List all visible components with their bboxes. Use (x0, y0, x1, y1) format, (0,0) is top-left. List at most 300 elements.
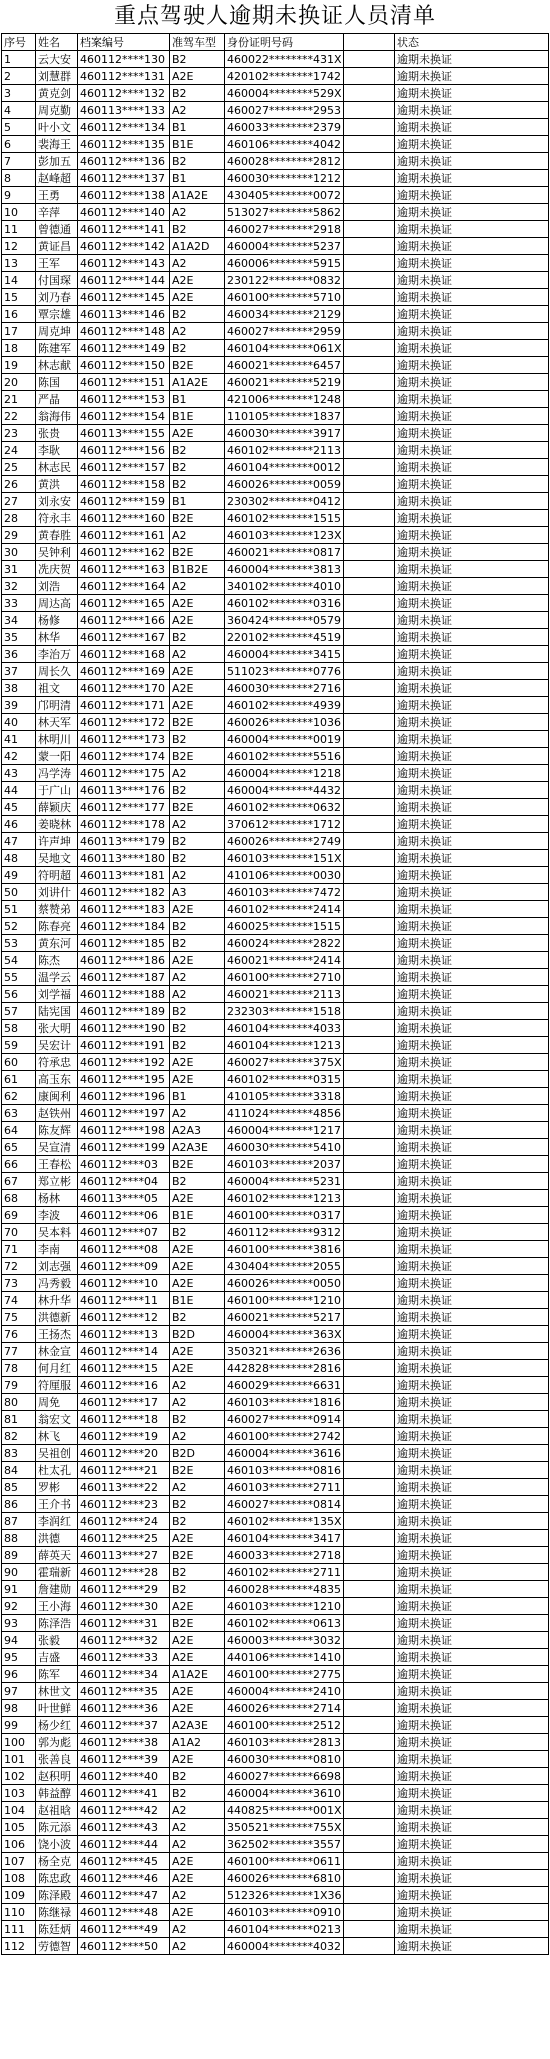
license-class: A2 (170, 765, 225, 782)
id-number: 460104********061X (225, 340, 344, 357)
empty-cell (344, 1105, 395, 1122)
status: 逾期未换证 (395, 1598, 549, 1615)
license-class: B2 (170, 1411, 225, 1428)
id-number: 442828********2816 (225, 1360, 344, 1377)
column-header: 姓名 (36, 34, 78, 51)
table-row (2, 136, 549, 153)
empty-cell (344, 544, 395, 561)
status: 逾期未换证 (395, 1037, 549, 1054)
file-number: 460112****28 (78, 1564, 170, 1581)
status: 逾期未换证 (395, 918, 549, 935)
table-row (2, 986, 549, 1003)
license-class: B2 (170, 85, 225, 102)
license-class: B2E (170, 1547, 225, 1564)
row-number: 72 (2, 1258, 36, 1275)
file-number: 460112****21 (78, 1462, 170, 1479)
status: 逾期未换证 (395, 1751, 549, 1768)
license-class: B2 (170, 340, 225, 357)
person-name: 陈继禄 (36, 1904, 78, 1921)
status: 逾期未换证 (395, 1870, 549, 1887)
row-number: 8 (2, 170, 36, 187)
status: 逾期未换证 (395, 1241, 549, 1258)
table-row (2, 663, 549, 680)
id-number: 460004********529X (225, 85, 344, 102)
person-name: 陈友辉 (36, 1122, 78, 1139)
license-class: A2 (170, 578, 225, 595)
file-number: 460112****31 (78, 1615, 170, 1632)
file-number: 460112****131 (78, 68, 170, 85)
id-number: 460026********0050 (225, 1275, 344, 1292)
license-class: B2D (170, 1326, 225, 1343)
table-row (2, 714, 549, 731)
person-name: 刘学福 (36, 986, 78, 1003)
id-number: 460004********1217 (225, 1122, 344, 1139)
table-row (2, 1853, 549, 1870)
person-name: 郭为彪 (36, 1734, 78, 1751)
id-number: 460022********431X (225, 51, 344, 68)
row-number: 52 (2, 918, 36, 935)
license-class: B2 (170, 1309, 225, 1326)
license-class: A2E (170, 272, 225, 289)
empty-cell (344, 153, 395, 170)
license-class: B2E (170, 357, 225, 374)
empty-cell (344, 1751, 395, 1768)
empty-cell (344, 1887, 395, 1904)
status: 逾期未换证 (395, 1309, 549, 1326)
id-number: 360424********0579 (225, 612, 344, 629)
empty-cell (344, 1479, 395, 1496)
empty-cell (344, 1785, 395, 1802)
table-row (2, 1343, 549, 1360)
status: 逾期未换证 (395, 1258, 549, 1275)
person-name: 刘浩 (36, 578, 78, 595)
status: 逾期未换证 (395, 1088, 549, 1105)
empty-cell (344, 1530, 395, 1547)
person-name: 陈廷炳 (36, 1921, 78, 1938)
file-number: 460112****10 (78, 1275, 170, 1292)
file-number: 460112****44 (78, 1836, 170, 1853)
file-number: 460112****12 (78, 1309, 170, 1326)
license-class: B2E (170, 544, 225, 561)
empty-cell (344, 697, 395, 714)
license-class: B1 (170, 1088, 225, 1105)
file-number: 460112****173 (78, 731, 170, 748)
file-number: 460112****144 (78, 272, 170, 289)
license-class: A2E (170, 68, 225, 85)
license-class: B1E (170, 136, 225, 153)
table-row (2, 1207, 549, 1224)
person-name: 林志献 (36, 357, 78, 374)
table-row (2, 1088, 549, 1105)
table-row (2, 255, 549, 272)
person-name: 周免 (36, 1394, 78, 1411)
person-name: 冼庆贺 (36, 561, 78, 578)
id-number: 460033********2718 (225, 1547, 344, 1564)
empty-cell (344, 340, 395, 357)
table-row (2, 493, 549, 510)
row-number: 1 (2, 51, 36, 68)
status: 逾期未换证 (395, 1887, 549, 1904)
status: 逾期未换证 (395, 51, 549, 68)
status: 逾期未换证 (395, 1921, 549, 1938)
status: 逾期未换证 (395, 1717, 549, 1734)
empty-cell (344, 1853, 395, 1870)
status: 逾期未换证 (395, 782, 549, 799)
row-number: 14 (2, 272, 36, 289)
empty-cell (344, 1258, 395, 1275)
person-name: 于广山 (36, 782, 78, 799)
file-number: 460112****149 (78, 340, 170, 357)
table-row (2, 102, 549, 119)
status: 逾期未换证 (395, 272, 549, 289)
file-number: 460112****151 (78, 374, 170, 391)
id-number: 460034********2129 (225, 306, 344, 323)
row-number: 29 (2, 527, 36, 544)
row-number: 11 (2, 221, 36, 238)
person-name: 赵祖晗 (36, 1802, 78, 1819)
empty-cell (344, 867, 395, 884)
license-class: B2 (170, 935, 225, 952)
license-class: A2 (170, 867, 225, 884)
person-name: 蔡赞弟 (36, 901, 78, 918)
table-row (2, 782, 549, 799)
empty-cell (344, 1394, 395, 1411)
table-row (2, 1547, 549, 1564)
row-number: 55 (2, 969, 36, 986)
person-name: 高玉东 (36, 1071, 78, 1088)
table-row (2, 153, 549, 170)
file-number: 460112****153 (78, 391, 170, 408)
table-row (2, 1921, 549, 1938)
file-number: 460112****161 (78, 527, 170, 544)
table-row (2, 867, 549, 884)
person-name: 林飞 (36, 1428, 78, 1445)
status: 逾期未换证 (395, 153, 549, 170)
table-row (2, 51, 549, 68)
file-number: 460112****37 (78, 1717, 170, 1734)
file-number: 460112****170 (78, 680, 170, 697)
id-number: 460102********5516 (225, 748, 344, 765)
table-row (2, 238, 549, 255)
license-class: B2E (170, 799, 225, 816)
row-number: 37 (2, 663, 36, 680)
license-class: B2E (170, 1615, 225, 1632)
license-class: A2E (170, 1751, 225, 1768)
person-name: 陈忠政 (36, 1870, 78, 1887)
file-number: 460112****183 (78, 901, 170, 918)
row-number: 83 (2, 1445, 36, 1462)
license-class: A2E (170, 1530, 225, 1547)
person-name: 符厘服 (36, 1377, 78, 1394)
status: 逾期未换证 (395, 1496, 549, 1513)
license-class: A2E (170, 1683, 225, 1700)
column-header (344, 34, 395, 51)
id-number: 460021********2113 (225, 986, 344, 1003)
id-number: 460102********0316 (225, 595, 344, 612)
table-row (2, 1717, 549, 1734)
status: 逾期未换证 (395, 1530, 549, 1547)
id-number: 460103********2037 (225, 1156, 344, 1173)
id-number: 460027********6698 (225, 1768, 344, 1785)
person-name: 李治万 (36, 646, 78, 663)
empty-cell (344, 1700, 395, 1717)
table-row (2, 1496, 549, 1513)
table-row (2, 1564, 549, 1581)
license-class: B2 (170, 1768, 225, 1785)
empty-cell (344, 204, 395, 221)
row-number: 65 (2, 1139, 36, 1156)
id-number: 460103********2711 (225, 1479, 344, 1496)
empty-cell (344, 102, 395, 119)
table-row (2, 1071, 549, 1088)
person-name: 冯学涛 (36, 765, 78, 782)
person-name: 吴钟利 (36, 544, 78, 561)
license-class: A2 (170, 1802, 225, 1819)
row-number: 44 (2, 782, 36, 799)
file-number: 460113****27 (78, 1547, 170, 1564)
file-number: 460112****168 (78, 646, 170, 663)
person-name: 刘志强 (36, 1258, 78, 1275)
empty-cell (344, 170, 395, 187)
status: 逾期未换证 (395, 221, 549, 238)
person-name: 陈建军 (36, 340, 78, 357)
status: 逾期未换证 (395, 969, 549, 986)
empty-cell (344, 357, 395, 374)
file-number: 460112****197 (78, 1105, 170, 1122)
person-name: 洪德新 (36, 1309, 78, 1326)
file-number: 460112****145 (78, 289, 170, 306)
row-number: 16 (2, 306, 36, 323)
person-name: 罗彬 (36, 1479, 78, 1496)
id-number: 513027********5862 (225, 204, 344, 221)
id-number: 460026********0059 (225, 476, 344, 493)
row-number: 56 (2, 986, 36, 1003)
row-number: 99 (2, 1717, 36, 1734)
status: 逾期未换证 (395, 595, 549, 612)
person-name: 饶小波 (36, 1836, 78, 1853)
file-number: 460113****179 (78, 833, 170, 850)
row-number: 4 (2, 102, 36, 119)
license-class: A2E (170, 1275, 225, 1292)
person-name: 林天军 (36, 714, 78, 731)
row-number: 18 (2, 340, 36, 357)
id-number: 460026********2749 (225, 833, 344, 850)
table-row (2, 952, 549, 969)
status: 逾期未换证 (395, 1190, 549, 1207)
id-number: 460030********3917 (225, 425, 344, 442)
status: 逾期未换证 (395, 799, 549, 816)
license-class: B2 (170, 1564, 225, 1581)
row-number: 66 (2, 1156, 36, 1173)
table-row (2, 357, 549, 374)
file-number: 460112****49 (78, 1921, 170, 1938)
file-number: 460112****195 (78, 1071, 170, 1088)
table-row (2, 1445, 549, 1462)
license-class: B2 (170, 918, 225, 935)
person-name: 郑立彬 (36, 1173, 78, 1190)
row-number: 25 (2, 459, 36, 476)
table-row (2, 1105, 549, 1122)
person-name: 符明超 (36, 867, 78, 884)
file-number: 460112****178 (78, 816, 170, 833)
license-class: B2E (170, 714, 225, 731)
table-row (2, 1751, 549, 1768)
status: 逾期未换证 (395, 289, 549, 306)
table-row (2, 1054, 549, 1071)
license-class: A2E (170, 1258, 225, 1275)
empty-cell (344, 1173, 395, 1190)
file-number: 460112****15 (78, 1360, 170, 1377)
id-number: 460102********0613 (225, 1615, 344, 1632)
status: 逾期未换证 (395, 1411, 549, 1428)
file-number: 460112****36 (78, 1700, 170, 1717)
file-number: 460112****11 (78, 1292, 170, 1309)
row-number: 22 (2, 408, 36, 425)
id-number: 460004********3813 (225, 561, 344, 578)
id-number: 460021********5219 (225, 374, 344, 391)
empty-cell (344, 272, 395, 289)
person-name: 祖文 (36, 680, 78, 697)
person-name: 赵铁州 (36, 1105, 78, 1122)
license-class: A2E (170, 952, 225, 969)
table-row (2, 391, 549, 408)
empty-cell (344, 1326, 395, 1343)
license-class: A2E (170, 1700, 225, 1717)
row-number: 96 (2, 1666, 36, 1683)
table-row (2, 884, 549, 901)
empty-cell (344, 391, 395, 408)
license-class: A2 (170, 816, 225, 833)
license-class: A2 (170, 527, 225, 544)
empty-cell (344, 748, 395, 765)
id-number: 460112********9312 (225, 1224, 344, 1241)
header-row (2, 34, 549, 51)
table-row (2, 1666, 549, 1683)
file-number: 460112****13 (78, 1326, 170, 1343)
status: 逾期未换证 (395, 1377, 549, 1394)
license-class: B2E (170, 1462, 225, 1479)
row-number: 6 (2, 136, 36, 153)
row-number: 105 (2, 1819, 36, 1836)
license-class: A2E (170, 1360, 225, 1377)
id-number: 232303********1518 (225, 1003, 344, 1020)
row-number: 43 (2, 765, 36, 782)
license-class: B1E (170, 408, 225, 425)
table-row (2, 1870, 549, 1887)
table-row (2, 1173, 549, 1190)
table-row (2, 561, 549, 578)
status: 逾期未换证 (395, 731, 549, 748)
person-name: 叶小文 (36, 119, 78, 136)
id-number: 460104********3417 (225, 1530, 344, 1547)
empty-cell (344, 986, 395, 1003)
id-number: 460104********0213 (225, 1921, 344, 1938)
row-number: 26 (2, 476, 36, 493)
person-name: 温学云 (36, 969, 78, 986)
empty-cell (344, 561, 395, 578)
row-number: 104 (2, 1802, 36, 1819)
person-name: 赵积明 (36, 1768, 78, 1785)
id-number: 460004********5237 (225, 238, 344, 255)
id-number: 460102********1515 (225, 510, 344, 527)
row-number: 73 (2, 1275, 36, 1292)
empty-cell (344, 952, 395, 969)
status: 逾期未换证 (395, 306, 549, 323)
license-class: B1E (170, 1292, 225, 1309)
id-number: 110105********1837 (225, 408, 344, 425)
status: 逾期未换证 (395, 1292, 549, 1309)
file-number: 460112****165 (78, 595, 170, 612)
id-number: 460003********3032 (225, 1632, 344, 1649)
person-name: 康闽利 (36, 1088, 78, 1105)
status: 逾期未换证 (395, 102, 549, 119)
row-number: 95 (2, 1649, 36, 1666)
table-row (2, 1309, 549, 1326)
empty-cell (344, 1921, 395, 1938)
row-number: 112 (2, 1938, 36, 1955)
row-number: 46 (2, 816, 36, 833)
empty-cell (344, 527, 395, 544)
table-row (2, 1020, 549, 1037)
row-number: 89 (2, 1547, 36, 1564)
status: 逾期未换证 (395, 1479, 549, 1496)
id-number: 460025********1515 (225, 918, 344, 935)
row-number: 20 (2, 374, 36, 391)
license-class: A1A2E (170, 1666, 225, 1683)
empty-cell (344, 68, 395, 85)
file-number: 460112****32 (78, 1632, 170, 1649)
id-number: 460100********2775 (225, 1666, 344, 1683)
file-number: 460112****185 (78, 935, 170, 952)
person-name: 杨少红 (36, 1717, 78, 1734)
id-number: 460004********4432 (225, 782, 344, 799)
table-row (2, 646, 549, 663)
row-number: 61 (2, 1071, 36, 1088)
id-number: 460103********151X (225, 850, 344, 867)
empty-cell (344, 1224, 395, 1241)
file-number: 460112****33 (78, 1649, 170, 1666)
row-number: 19 (2, 357, 36, 374)
empty-cell (344, 595, 395, 612)
id-number: 460028********2812 (225, 153, 344, 170)
row-number: 32 (2, 578, 36, 595)
row-number: 80 (2, 1394, 36, 1411)
person-name: 林志民 (36, 459, 78, 476)
table-row (2, 1802, 549, 1819)
row-number: 111 (2, 1921, 36, 1938)
empty-cell (344, 119, 395, 136)
person-name: 彭加五 (36, 153, 78, 170)
row-number: 93 (2, 1615, 36, 1632)
empty-cell (344, 1309, 395, 1326)
file-number: 460113****05 (78, 1190, 170, 1207)
id-number: 460104********4033 (225, 1020, 344, 1037)
person-name: 严晶 (36, 391, 78, 408)
license-class: A2E (170, 1598, 225, 1615)
status: 逾期未换证 (395, 187, 549, 204)
status: 逾期未换证 (395, 1428, 549, 1445)
file-number: 460112****164 (78, 578, 170, 595)
empty-cell (344, 187, 395, 204)
file-number: 460112****34 (78, 1666, 170, 1683)
column-header: 状态 (395, 34, 549, 51)
id-number: 460100********0317 (225, 1207, 344, 1224)
table-row (2, 1377, 549, 1394)
status: 逾期未换证 (395, 629, 549, 646)
table-row (2, 1003, 549, 1020)
table-row (2, 459, 549, 476)
empty-cell (344, 1445, 395, 1462)
